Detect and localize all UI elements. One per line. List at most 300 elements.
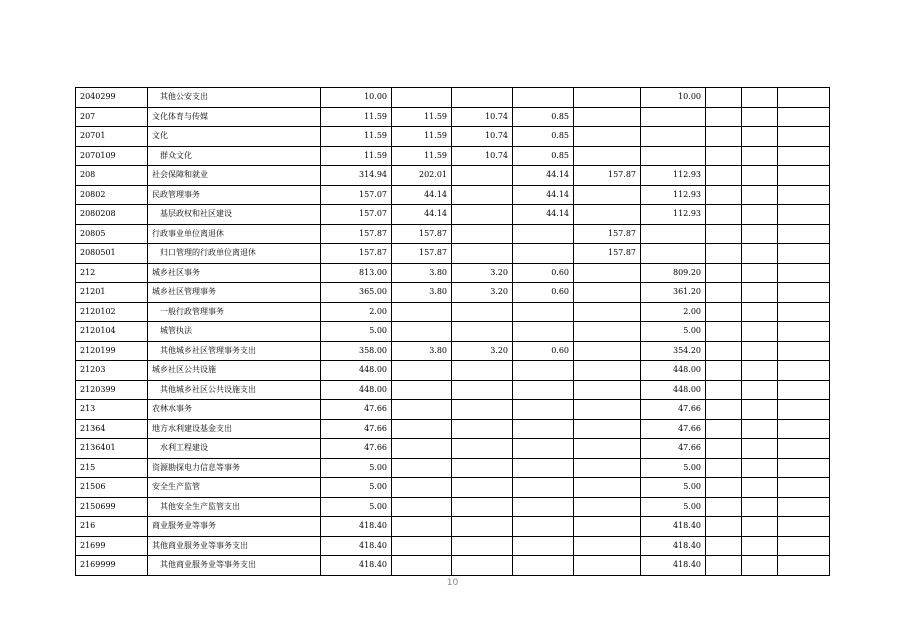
amount-cell — [706, 205, 742, 225]
amount-cell — [574, 88, 641, 108]
amount-cell: 3.20 — [452, 341, 513, 361]
subject-code-cell: 2040299 — [76, 88, 148, 108]
amount-cell — [574, 341, 641, 361]
amount-cell: 418.40 — [321, 556, 392, 576]
table-row — [76, 244, 830, 264]
amount-cell: 157.07 — [321, 205, 392, 225]
amount-cell — [706, 380, 742, 400]
amount-cell: 11.59 — [321, 127, 392, 147]
amount-cell — [513, 302, 574, 322]
subject-code-cell: 2136401 — [76, 439, 148, 459]
amount-cell: 47.66 — [321, 400, 392, 420]
amount-cell — [452, 556, 513, 576]
amount-cell — [706, 439, 742, 459]
amount-cell — [452, 458, 513, 478]
subject-code-cell: 2150699 — [76, 497, 148, 517]
amount-cell — [452, 244, 513, 264]
table-row — [76, 263, 830, 283]
amount-cell — [452, 517, 513, 537]
amount-cell: 47.66 — [321, 419, 392, 439]
amount-cell — [574, 478, 641, 498]
amount-cell: 157.87 — [321, 224, 392, 244]
amount-cell — [778, 283, 830, 303]
table-row — [76, 517, 830, 537]
amount-cell — [452, 439, 513, 459]
amount-cell — [706, 244, 742, 264]
table-row — [76, 224, 830, 244]
table-row — [76, 205, 830, 225]
amount-cell — [706, 458, 742, 478]
amount-cell: 11.59 — [392, 107, 452, 127]
amount-cell — [706, 146, 742, 166]
table-row — [76, 185, 830, 205]
amount-cell — [513, 497, 574, 517]
amount-cell — [778, 263, 830, 283]
subject-code-cell: 21699 — [76, 536, 148, 556]
amount-cell: 361.20 — [641, 283, 706, 303]
amount-cell — [513, 380, 574, 400]
amount-cell — [742, 263, 778, 283]
amount-cell — [641, 244, 706, 264]
subject-code-cell: 215 — [76, 458, 148, 478]
amount-cell — [513, 244, 574, 264]
amount-cell — [392, 380, 452, 400]
amount-cell — [513, 88, 574, 108]
amount-cell: 3.20 — [452, 283, 513, 303]
subject-code-cell: 21506 — [76, 478, 148, 498]
subject-name-cell: 城管执法 — [148, 322, 321, 342]
amount-cell — [778, 458, 830, 478]
amount-cell: 5.00 — [641, 458, 706, 478]
subject-name-cell: 其他商业服务业等事务支出 — [148, 556, 321, 576]
amount-cell — [574, 536, 641, 556]
amount-cell — [742, 283, 778, 303]
amount-cell: 2.00 — [641, 302, 706, 322]
subject-name-cell: 民政管理事务 — [148, 185, 321, 205]
amount-cell: 354.20 — [641, 341, 706, 361]
amount-cell: 0.60 — [513, 341, 574, 361]
amount-cell: 157.87 — [392, 244, 452, 264]
amount-cell — [392, 400, 452, 420]
amount-cell: 11.59 — [321, 146, 392, 166]
subject-name-cell: 其他商业服务业等事务支出 — [148, 536, 321, 556]
table-row — [76, 166, 830, 186]
table-row — [76, 146, 830, 166]
amount-cell — [706, 283, 742, 303]
amount-cell — [778, 146, 830, 166]
subject-code-cell: 213 — [76, 400, 148, 420]
amount-cell: 418.40 — [321, 536, 392, 556]
amount-cell — [706, 224, 742, 244]
amount-cell: 202.01 — [392, 166, 452, 186]
subject-name-cell: 资源勘探电力信息等事务 — [148, 458, 321, 478]
amount-cell: 47.66 — [321, 439, 392, 459]
amount-cell — [742, 341, 778, 361]
amount-cell: 47.66 — [641, 400, 706, 420]
amount-cell — [706, 185, 742, 205]
amount-cell: 0.85 — [513, 146, 574, 166]
amount-cell — [574, 146, 641, 166]
amount-cell: 157.87 — [574, 244, 641, 264]
amount-cell: 10.74 — [452, 107, 513, 127]
amount-cell — [706, 107, 742, 127]
amount-cell — [452, 166, 513, 186]
subject-code-cell: 2120399 — [76, 380, 148, 400]
amount-cell — [778, 341, 830, 361]
amount-cell: 10.74 — [452, 127, 513, 147]
amount-cell — [742, 361, 778, 381]
amount-cell — [574, 458, 641, 478]
amount-cell — [513, 458, 574, 478]
amount-cell: 157.87 — [321, 244, 392, 264]
amount-cell — [778, 244, 830, 264]
amount-cell: 44.14 — [392, 185, 452, 205]
amount-cell — [513, 478, 574, 498]
subject-code-cell: 2169999 — [76, 556, 148, 576]
subject-code-cell: 2120104 — [76, 322, 148, 342]
amount-cell — [742, 166, 778, 186]
amount-cell — [392, 88, 452, 108]
amount-cell — [742, 146, 778, 166]
table-body — [76, 88, 830, 576]
amount-cell — [742, 302, 778, 322]
amount-cell: 809.20 — [641, 263, 706, 283]
amount-cell: 11.59 — [392, 127, 452, 147]
amount-cell — [392, 361, 452, 381]
amount-cell — [742, 107, 778, 127]
amount-cell — [513, 556, 574, 576]
amount-cell — [392, 439, 452, 459]
amount-cell — [574, 263, 641, 283]
subject-code-cell: 21364 — [76, 419, 148, 439]
amount-cell — [706, 322, 742, 342]
amount-cell — [742, 205, 778, 225]
amount-cell — [574, 283, 641, 303]
amount-cell: 0.60 — [513, 263, 574, 283]
subject-name-cell: 其他公安支出 — [148, 88, 321, 108]
subject-name-cell: 城乡社区公共设施 — [148, 361, 321, 381]
subject-name-cell: 城乡社区管理事务 — [148, 283, 321, 303]
amount-cell: 5.00 — [321, 478, 392, 498]
amount-cell — [452, 419, 513, 439]
amount-cell: 5.00 — [641, 497, 706, 517]
amount-cell — [574, 127, 641, 147]
amount-cell — [742, 439, 778, 459]
subject-name-cell: 其他城乡社区公共设施支出 — [148, 380, 321, 400]
amount-cell: 0.60 — [513, 283, 574, 303]
amount-cell — [513, 419, 574, 439]
amount-cell — [452, 88, 513, 108]
amount-cell — [742, 380, 778, 400]
amount-cell — [778, 322, 830, 342]
amount-cell: 10.00 — [641, 88, 706, 108]
amount-cell: 157.87 — [574, 166, 641, 186]
amount-cell — [742, 322, 778, 342]
table-row — [76, 478, 830, 498]
amount-cell — [574, 322, 641, 342]
amount-cell — [706, 478, 742, 498]
subject-code-cell: 2120199 — [76, 341, 148, 361]
amount-cell — [742, 88, 778, 108]
amount-cell — [778, 166, 830, 186]
amount-cell: 11.59 — [321, 107, 392, 127]
table-row — [76, 556, 830, 576]
amount-cell — [574, 302, 641, 322]
amount-cell — [452, 380, 513, 400]
amount-cell: 44.14 — [513, 185, 574, 205]
subject-code-cell: 212 — [76, 263, 148, 283]
table-row — [76, 400, 830, 420]
amount-cell: 418.40 — [641, 536, 706, 556]
amount-cell — [513, 322, 574, 342]
amount-cell — [742, 244, 778, 264]
amount-cell — [574, 205, 641, 225]
amount-cell: 5.00 — [321, 497, 392, 517]
amount-cell — [513, 361, 574, 381]
amount-cell — [742, 400, 778, 420]
amount-cell — [392, 517, 452, 537]
amount-cell: 47.66 — [641, 439, 706, 459]
amount-cell — [574, 107, 641, 127]
amount-cell — [452, 185, 513, 205]
amount-cell — [641, 127, 706, 147]
amount-cell: 0.85 — [513, 127, 574, 147]
amount-cell — [778, 400, 830, 420]
amount-cell: 47.66 — [641, 419, 706, 439]
amount-cell: 10.74 — [452, 146, 513, 166]
amount-cell — [778, 439, 830, 459]
amount-cell: 5.00 — [321, 458, 392, 478]
subject-code-cell: 21203 — [76, 361, 148, 381]
amount-cell — [392, 458, 452, 478]
amount-cell — [778, 517, 830, 537]
table-row — [76, 341, 830, 361]
subject-code-cell: 2070109 — [76, 146, 148, 166]
amount-cell — [706, 400, 742, 420]
amount-cell — [706, 497, 742, 517]
table-row — [76, 322, 830, 342]
amount-cell — [742, 185, 778, 205]
amount-cell — [778, 107, 830, 127]
amount-cell: 5.00 — [641, 478, 706, 498]
amount-cell — [574, 419, 641, 439]
amount-cell — [778, 536, 830, 556]
subject-name-cell: 文化体育与传媒 — [148, 107, 321, 127]
amount-cell: 314.94 — [321, 166, 392, 186]
amount-cell — [392, 497, 452, 517]
amount-cell — [392, 322, 452, 342]
table-row — [76, 536, 830, 556]
amount-cell — [778, 302, 830, 322]
amount-cell — [574, 497, 641, 517]
subject-name-cell: 商业服务业等事务 — [148, 517, 321, 537]
amount-cell: 157.87 — [574, 224, 641, 244]
amount-cell — [574, 185, 641, 205]
subject-name-cell: 安全生产监管 — [148, 478, 321, 498]
subject-code-cell: 20701 — [76, 127, 148, 147]
subject-code-cell: 20802 — [76, 185, 148, 205]
amount-cell — [706, 536, 742, 556]
amount-cell — [706, 127, 742, 147]
subject-name-cell: 一般行政管理事务 — [148, 302, 321, 322]
amount-cell — [778, 224, 830, 244]
table-row — [76, 419, 830, 439]
table-row — [76, 127, 830, 147]
amount-cell — [706, 302, 742, 322]
amount-cell — [742, 224, 778, 244]
amount-cell — [778, 88, 830, 108]
amount-cell — [778, 419, 830, 439]
subject-name-cell: 归口管理的行政单位离退休 — [148, 244, 321, 264]
amount-cell — [742, 556, 778, 576]
amount-cell: 418.40 — [641, 556, 706, 576]
amount-cell — [778, 205, 830, 225]
budget-table — [75, 87, 830, 576]
amount-cell — [778, 478, 830, 498]
subject-code-cell: 2120102 — [76, 302, 148, 322]
table-row — [76, 283, 830, 303]
amount-cell — [706, 517, 742, 537]
amount-cell — [742, 458, 778, 478]
amount-cell — [452, 205, 513, 225]
amount-cell: 418.40 — [321, 517, 392, 537]
amount-cell — [392, 302, 452, 322]
amount-cell — [392, 556, 452, 576]
amount-cell: 448.00 — [641, 361, 706, 381]
subject-name-cell: 其他城乡社区管理事务支出 — [148, 341, 321, 361]
table-row — [76, 458, 830, 478]
amount-cell — [742, 478, 778, 498]
amount-cell: 157.07 — [321, 185, 392, 205]
amount-cell — [742, 497, 778, 517]
amount-cell: 813.00 — [321, 263, 392, 283]
amount-cell — [513, 517, 574, 537]
amount-cell — [513, 224, 574, 244]
amount-cell — [452, 302, 513, 322]
amount-cell — [706, 556, 742, 576]
amount-cell: 3.80 — [392, 341, 452, 361]
amount-cell — [706, 88, 742, 108]
subject-name-cell: 文化 — [148, 127, 321, 147]
amount-cell: 5.00 — [321, 322, 392, 342]
amount-cell — [574, 380, 641, 400]
amount-cell — [742, 517, 778, 537]
amount-cell — [706, 361, 742, 381]
amount-cell — [452, 361, 513, 381]
amount-cell: 44.14 — [392, 205, 452, 225]
subject-name-cell: 行政事业单位离退休 — [148, 224, 321, 244]
amount-cell — [392, 419, 452, 439]
amount-cell — [513, 536, 574, 556]
table-row — [76, 88, 830, 108]
amount-cell — [641, 224, 706, 244]
amount-cell — [778, 361, 830, 381]
subject-code-cell: 208 — [76, 166, 148, 186]
amount-cell: 112.93 — [641, 205, 706, 225]
table-row — [76, 380, 830, 400]
table-row — [76, 107, 830, 127]
amount-cell — [742, 419, 778, 439]
page-number: 10 — [446, 578, 459, 588]
subject-name-cell: 水利工程建设 — [148, 439, 321, 459]
amount-cell: 448.00 — [641, 380, 706, 400]
subject-name-cell: 基层政权和社区建设 — [148, 205, 321, 225]
amount-cell: 157.87 — [392, 224, 452, 244]
amount-cell — [392, 478, 452, 498]
amount-cell: 448.00 — [321, 380, 392, 400]
amount-cell: 365.00 — [321, 283, 392, 303]
amount-cell — [452, 400, 513, 420]
subject-code-cell: 216 — [76, 517, 148, 537]
subject-code-cell: 2080501 — [76, 244, 148, 264]
subject-name-cell: 城乡社区事务 — [148, 263, 321, 283]
amount-cell — [778, 127, 830, 147]
amount-cell — [574, 400, 641, 420]
amount-cell: 10.00 — [321, 88, 392, 108]
subject-name-cell: 社会保障和就业 — [148, 166, 321, 186]
amount-cell — [641, 146, 706, 166]
table-row — [76, 497, 830, 517]
amount-cell — [392, 536, 452, 556]
amount-cell: 44.14 — [513, 205, 574, 225]
amount-cell — [742, 127, 778, 147]
amount-cell — [513, 400, 574, 420]
amount-cell — [452, 478, 513, 498]
subject-code-cell: 2080208 — [76, 205, 148, 225]
amount-cell: 3.80 — [392, 283, 452, 303]
table-row — [76, 302, 830, 322]
amount-cell — [742, 536, 778, 556]
table-row — [76, 439, 830, 459]
amount-cell — [574, 556, 641, 576]
amount-cell — [452, 536, 513, 556]
amount-cell — [706, 263, 742, 283]
table-row — [76, 361, 830, 381]
amount-cell — [706, 341, 742, 361]
amount-cell: 112.93 — [641, 185, 706, 205]
amount-cell: 11.59 — [392, 146, 452, 166]
subject-name-cell: 地方水利建设基金支出 — [148, 419, 321, 439]
subject-name-cell: 其他安全生产监管支出 — [148, 497, 321, 517]
amount-cell: 2.00 — [321, 302, 392, 322]
amount-cell — [574, 439, 641, 459]
amount-cell — [778, 185, 830, 205]
subject-code-cell: 207 — [76, 107, 148, 127]
amount-cell — [641, 107, 706, 127]
amount-cell — [452, 322, 513, 342]
amount-cell: 418.40 — [641, 517, 706, 537]
amount-cell — [778, 380, 830, 400]
amount-cell — [452, 224, 513, 244]
subject-name-cell: 群众文化 — [148, 146, 321, 166]
amount-cell: 44.14 — [513, 166, 574, 186]
amount-cell: 5.00 — [641, 322, 706, 342]
subject-code-cell: 20805 — [76, 224, 148, 244]
amount-cell — [706, 419, 742, 439]
amount-cell — [574, 517, 641, 537]
amount-cell — [574, 361, 641, 381]
amount-cell: 0.85 — [513, 107, 574, 127]
amount-cell: 3.80 — [392, 263, 452, 283]
amount-cell — [452, 497, 513, 517]
subject-code-cell: 21201 — [76, 283, 148, 303]
amount-cell — [778, 497, 830, 517]
amount-cell: 448.00 — [321, 361, 392, 381]
amount-cell: 358.00 — [321, 341, 392, 361]
amount-cell — [706, 166, 742, 186]
amount-cell: 112.93 — [641, 166, 706, 186]
subject-name-cell: 农林水事务 — [148, 400, 321, 420]
